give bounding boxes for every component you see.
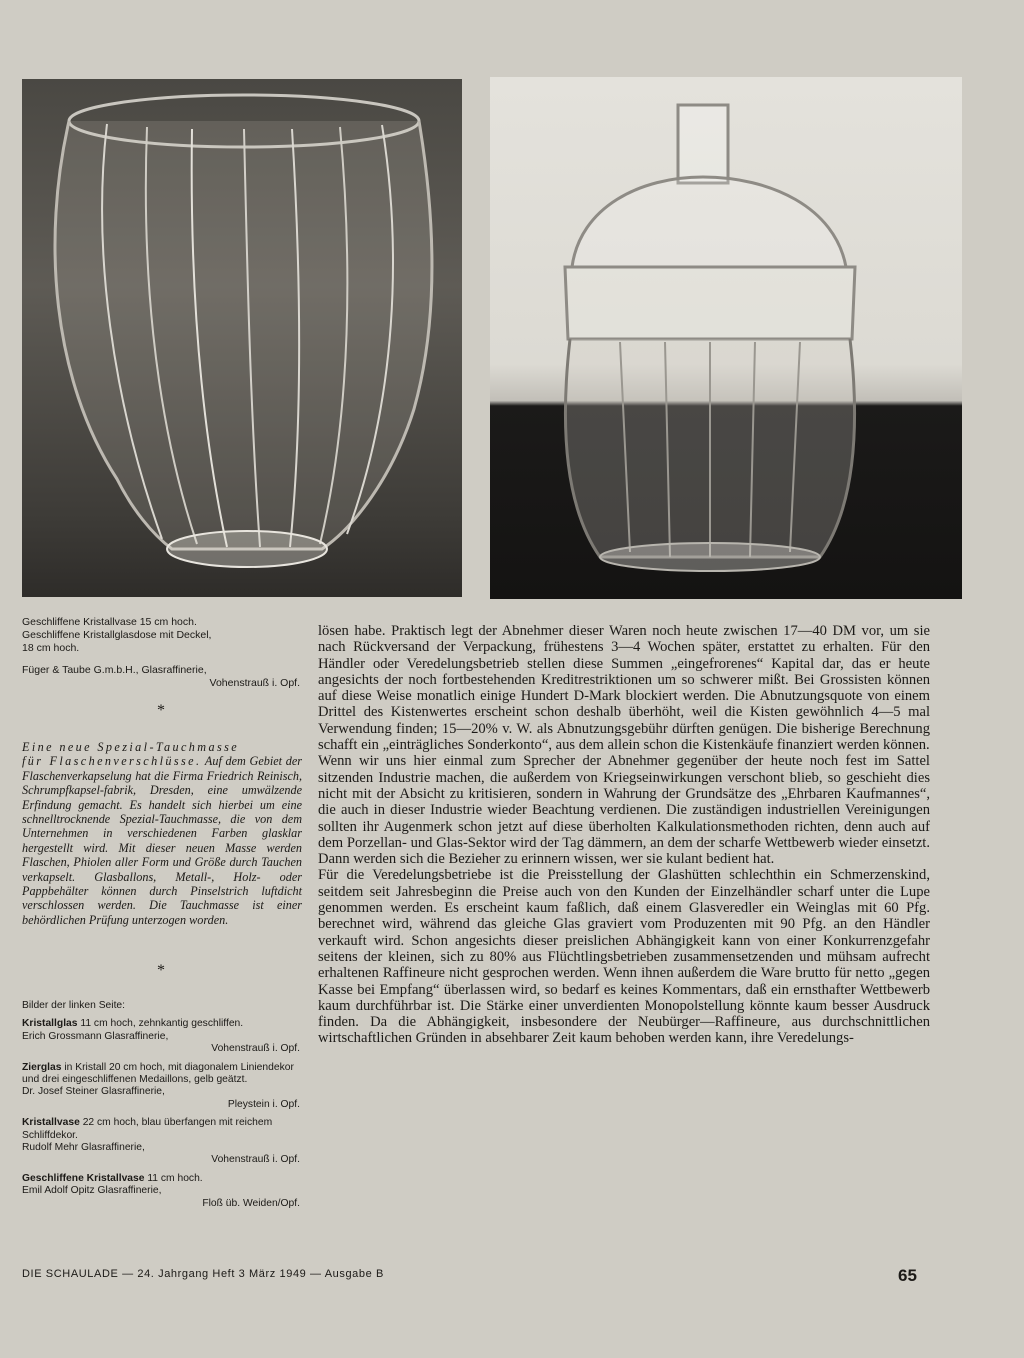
caption-item-maker: Erich Grossmann Glasraffinerie, [22, 1030, 169, 1042]
photo-caption [22, 616, 300, 690]
page-footer: DIE SCHAULADE — 24. Jahrgang Heft 3 März 1949 — Ausgabe B [22, 1268, 384, 1280]
photo-crystal-vase [22, 79, 462, 597]
sidebar-heading: für Flaschenverschlüsse. [22, 754, 202, 769]
caption-item-maker: Emil Adolf Opitz Glasraffinerie, [22, 1185, 162, 1197]
caption-item [22, 1173, 300, 1210]
main-article [318, 623, 930, 1047]
photo-crystal-box-with-lid [490, 77, 962, 599]
caption-line: Geschliffene Kristallvase 15 cm hoch. [22, 616, 197, 628]
caption-item-place: Vohenstrauß i. Opf. [211, 1043, 300, 1055]
caption-item-title: Zierglas [22, 1061, 62, 1073]
sidebar-body: Auf dem Gebiet der Flaschenverkapselung hat die Firma Friedrich Reinisch, Schrumpfkapsel-fabrik, Dresden, eine umwälzende Erfindung gemacht. Es handelt sich hierbei um eine schnelltrocknende Spezial-Tauchmasse, die von dem Unternehmen in verschiedenen Farben glasklar hergestellt wird. Mit dieser neuen Masse werden Flaschen, Phiolen aller Form und Größe durch Tauchen verkapselt. Glasballons, Metall-, Holz- oder Pappbehälter können durch Pinselstrich luftdicht verschlossen werden. Die Tauchmasse ist einer behördlichen Prüfung unterzogen worden. [22, 754, 302, 927]
crystal-vase-illustration [22, 79, 462, 597]
caption-line: 18 cm hoch. [22, 642, 80, 654]
caption-item-text: 11 cm hoch. [144, 1172, 203, 1184]
caption-item-place: Vohenstrauß i. Opf. [211, 1154, 300, 1166]
separator-star: * [157, 702, 165, 719]
sidebar-heading: Eine neue Spezial-Tauchmasse [22, 740, 240, 754]
caption-item-text: in Kristall 20 cm hoch, mit diagonalem Liniendekor und drei eingeschliffenen Medaillons, gelb geätzt. [22, 1061, 294, 1086]
captions-title: Bilder der linken Seite: [22, 1000, 126, 1011]
caption-item-maker: Rudolf Mehr Glasraffinerie, [22, 1142, 145, 1154]
caption-item-title: Kristallvase [22, 1117, 80, 1129]
caption-item-text: 22 cm hoch, blau überfangen mit reichem Schliffdekor. [22, 1117, 273, 1141]
caption-item-title: Geschliffene Kristallvase [22, 1172, 145, 1184]
caption-item-title: Kristallglas [22, 1018, 78, 1030]
caption-maker-place: Vohenstrauß i. Opf. [209, 677, 300, 689]
separator-star: * [157, 962, 165, 979]
caption-item [22, 1117, 300, 1167]
caption-item-text: 11 cm hoch, zehnkantig geschliffen. [77, 1018, 244, 1030]
caption-item [22, 1062, 300, 1112]
caption-maker: Füger & Taube G.m.b.H., Glasraffinerie, [22, 664, 207, 676]
caption-line: Geschliffene Kristallglasdose mit Deckel, [22, 629, 212, 641]
sidebar-article [22, 740, 302, 927]
article-paragraph: Für die Veredelungsbetriebe ist die Preisstellung der Glashütten schlechthin ein Schmerzenskind, seitdem seit Jahresbeginn die Preise auch von den Kunden der Einzelhändler scharf unter die Lupe genommen werden. Es erscheint kaum faßlich, daß einem Glasveredler ein Weinglas mit 60 Pfg. berechnet wird, während das gleiche Glas graviert vom Produzenten mit 90 Pfg. an den Händler verkauft wird. Schon angesichts dieser preislichen Abhängigkeit kann von einer Konkurrenzgefahr seitens der kleinen, sich zu 80% aus Flüchtlingsbetrieben zusammensetzenden und mühsam aufrecht erhaltenen Raffineure nicht gesprochen werden. Wenn ihnen außerdem die Ware brutto für netto „gegen Kasse bei Empfang“ überlassen wird, so bedarf es keines Kommentars, daß ein ernsthafter Wettbewerb kaum durchführbar ist. Die Stärke einer unverdienten Monopolstellung könnte kaum besser Ausdruck finden. Da die Abhängigkeit, insbesondere der Neubürger—Raffineure, aus durchschnittlichen wirtschaftlichen Gründen in absehbarer Zeit kaum behoben werden kann, ihre Veredelungs- [318, 867, 930, 1047]
page-number: 65 [898, 1266, 917, 1285]
caption-item-place: Pleystein i. Opf. [227, 1098, 300, 1110]
article-paragraph: lösen habe. Praktisch legt der Abnehmer dieser Waren noch heute zwischen 17—40 DM vor, um sie nach Rückversand der Verpackung, frühestens 3—4 Wochen später, erstattet zu erhalten. Für den Händler oder Veredelungsbetrieb stellen diese Summen „eingefrorenes“ Kapital dar, das er heute angesichts der noch fortbestehenden Kreditrestriktionen um so schwerer mißt. Bei Grossisten können auf diese Weise monatlich einige Hundert D-Mark blockiert werden. Die Abnutzungsquote von einem Drittel des Kistenwertes erscheint schon deshalb überhöht, weil die Kisten gewöhnlich 4—5 mal Verwendung finden; 15—20% v. W. als Abnutzungsgebühr dürften genügen. Die bisherige Berechnung schafft ein „einträgliches Sonderkonto“, aus dem allein schon die Kistenkäufe finanziert werden können. [318, 623, 930, 754]
left-page-captions [22, 1000, 300, 1210]
article-paragraph: Wenn wir uns hier einmal zum Sprecher der Abnehmer gegenüber der heute noch fest im Sattel sitzenden Industrie machen, die außerdem von Kriegseinwirkungen verschont blieb, so geschieht dies nicht mit der Absicht zu kritisieren, sondern in Wahrung der Grundsätze des „Ehrbaren Kaufmannes“, die auch in dieser Industrie wieder Beachtung verdienen. Die zuständigen industriellen Vereinigungen sollten ihr Augenmerk schon jetzt auf diese überholten Kalkulationsmethoden richten, denn auch auf dem Porzellan- und Glas-Sektor wird der Tag dämmern, an dem der scharfe Wettbewerb wieder einsetzt. Dann werden sich die Bezieher zu erinnern wissen, wer sie kulant bedient hat. [318, 753, 930, 868]
caption-item [22, 1018, 300, 1055]
crystal-box-illustration [490, 77, 962, 599]
caption-item-place: Floß üb. Weiden/Opf. [202, 1197, 300, 1209]
caption-item-maker: Dr. Josef Steiner Glasraffinerie, [22, 1086, 165, 1098]
